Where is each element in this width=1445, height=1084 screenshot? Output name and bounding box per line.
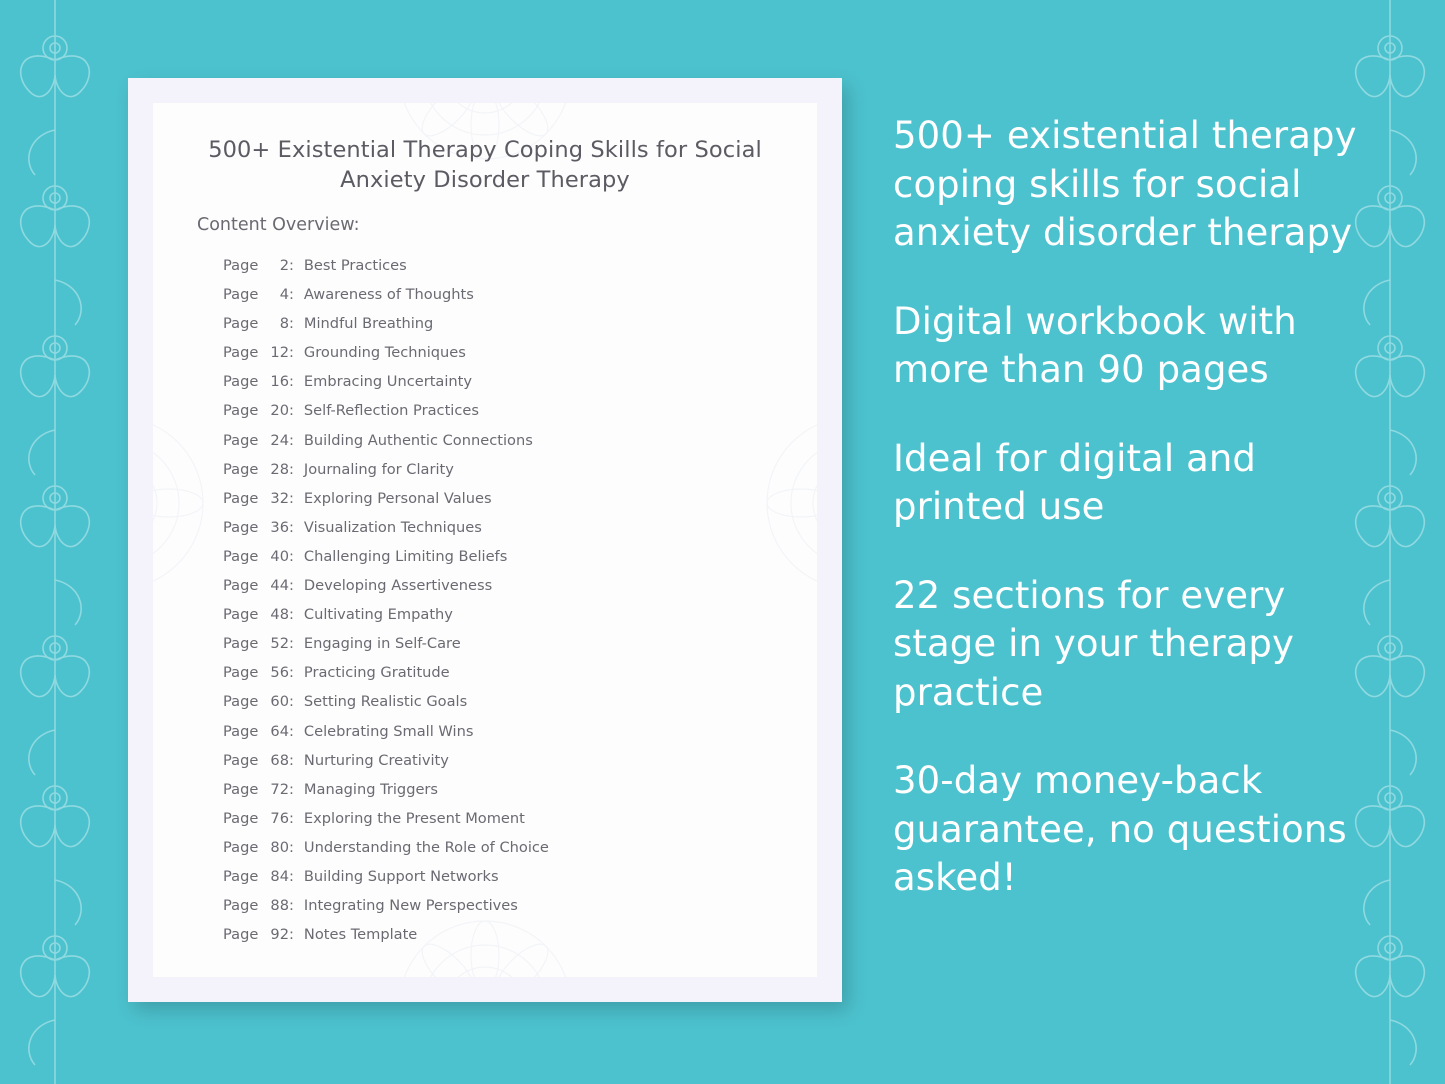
toc-page-label: Page 20: (223, 402, 294, 420)
toc-page-label: Page 88: (223, 897, 294, 915)
toc-row (223, 484, 797, 513)
toc-entry-title: Exploring Personal Values (303, 489, 492, 507)
toc-page-label: Page 80: (223, 838, 294, 856)
toc-page-label: Page 60: (223, 693, 294, 711)
toc-row (223, 658, 797, 687)
toc-entry-title: Best Practices (303, 257, 407, 274)
toc-entry-title: Celebrating Small Wins (303, 722, 474, 740)
toc-page-label: Page 4: (223, 286, 294, 304)
floral-border-left-icon (0, 0, 110, 1084)
toc-page-label: Page 92: (223, 926, 294, 944)
toc-page-label: Page 56: (223, 664, 294, 682)
toc-entry-title: Integrating New Perspectives (303, 897, 518, 915)
toc-page-label: Page 12: (223, 344, 294, 362)
toc-row (223, 251, 797, 280)
toc-entry-title: Journaling for Clarity (303, 460, 454, 478)
table-of-contents (223, 251, 797, 949)
promo-feature-sections: 22 sections for every stage in your therapy practice (893, 573, 1295, 714)
promo-column (893, 112, 1363, 903)
toc-page-label: Page 84: (223, 867, 294, 885)
toc-row (223, 455, 797, 484)
toc-row (223, 309, 797, 338)
toc-page-label: Page 68: (223, 751, 294, 769)
toc-entry-title: Notes Template (303, 926, 418, 944)
toc-entry-title: Developing Assertiveness (303, 577, 493, 595)
toc-entry-title: Practicing Gratitude (303, 664, 450, 682)
toc-row (223, 426, 797, 455)
toc-entry-title: Understanding the Role of Choice (303, 838, 549, 856)
toc-row (223, 862, 797, 891)
workbook-page (153, 103, 817, 977)
toc-entry-title: Grounding Techniques (303, 344, 466, 362)
toc-page-label: Page 16: (223, 373, 294, 391)
toc-page-label: Page 76: (223, 809, 294, 827)
toc-entry-title: Awareness of Thoughts (303, 286, 474, 304)
promo-feature-pages: Digital workbook with more than 90 pages (893, 299, 1297, 391)
toc-page-label: Page 2: (223, 257, 294, 274)
toc-page-label: Page 28: (223, 460, 294, 478)
toc-entry-title: Engaging in Self-Care (303, 635, 461, 653)
toc-row (223, 891, 797, 920)
toc-page-label: Page 8: (223, 315, 294, 333)
toc-page-label: Page 44: (223, 577, 294, 595)
toc-entry-title: Managing Triggers (303, 780, 439, 798)
toc-row (223, 687, 797, 716)
toc-page-label: Page 72: (223, 780, 294, 798)
toc-row (223, 833, 797, 862)
promo-feature-usage: Ideal for digital and printed use (893, 436, 1256, 528)
toc-entry-title: Embracing Uncertainty (303, 373, 473, 391)
toc-row (223, 280, 797, 309)
toc-entry-title: Setting Realistic Goals (303, 693, 468, 711)
toc-row (223, 746, 797, 775)
toc-row (223, 775, 797, 804)
toc-entry-title: Building Support Networks (303, 867, 499, 885)
toc-page-label: Page 48: (223, 606, 294, 624)
toc-row (223, 600, 797, 629)
toc-page-label: Page 64: (223, 722, 294, 740)
toc-row (223, 542, 797, 571)
toc-row (223, 804, 797, 833)
toc-entry-title: Self-Reflection Practices (303, 402, 479, 420)
toc-entry-title: Challenging Limiting Beliefs (303, 547, 508, 565)
toc-entry-title: Cultivating Empathy (303, 606, 453, 624)
content-overview-label: Content Overview: (197, 215, 360, 235)
toc-entry-title: Nurturing Creativity (303, 751, 449, 769)
toc-row (223, 571, 797, 600)
toc-entry-title: Building Authentic Connections (303, 431, 533, 449)
toc-entry-title: Visualization Techniques (303, 518, 482, 536)
toc-entry-title: Exploring the Present Moment (303, 809, 525, 827)
toc-row (223, 513, 797, 542)
toc-row (223, 367, 797, 396)
toc-row (223, 338, 797, 367)
toc-page-label: Page 32: (223, 489, 294, 507)
promo-guarantee: 30-day money-back guarantee, no questions asked! (893, 759, 1347, 899)
toc-row (223, 396, 797, 425)
toc-row (223, 920, 797, 949)
toc-page-label: Page 52: (223, 635, 294, 653)
toc-row (223, 717, 797, 746)
promo-headline: 500+ existential therapy coping skills for social anxiety disorder therapy (893, 114, 1357, 254)
toc-entry-title: Mindful Breathing (303, 315, 434, 333)
toc-page-label: Page 36: (223, 518, 294, 536)
page-title: 500+ Existential Therapy Coping Skills for Social Anxiety Disorder Therapy (208, 137, 762, 193)
toc-page-label: Page 24: (223, 431, 294, 449)
toc-row (223, 629, 797, 658)
toc-page-label: Page 40: (223, 547, 294, 565)
